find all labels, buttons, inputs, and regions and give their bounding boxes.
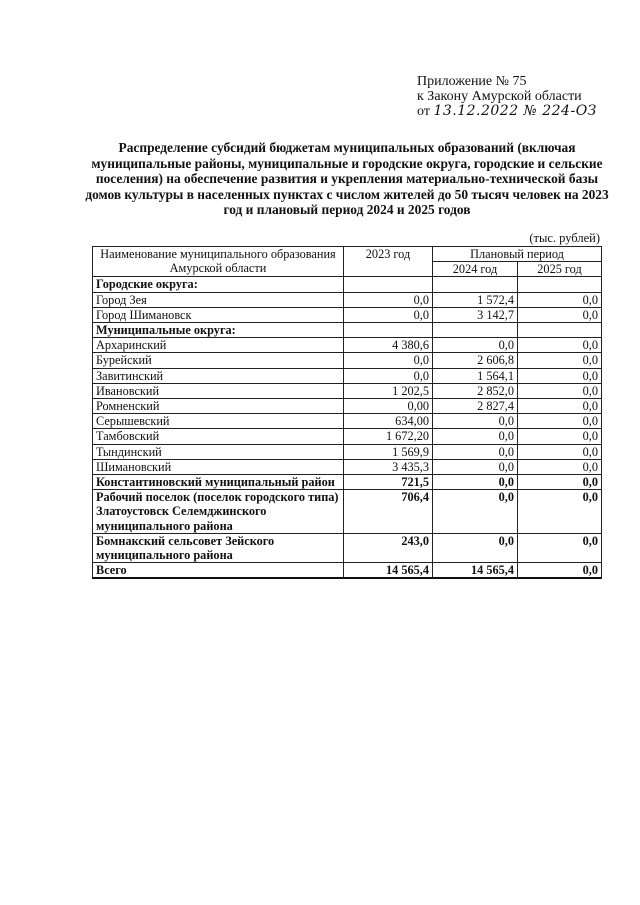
table-row [93, 383, 602, 398]
row-2024: 0,0 [433, 338, 518, 353]
total-name: Всего [93, 563, 344, 579]
row-2024: 0,0 [433, 475, 518, 490]
row-2025: 0,0 [518, 444, 602, 459]
appendix-number: Приложение № 75 [417, 74, 527, 89]
header-name: Наименование муниципального образования Амурской области [93, 247, 344, 277]
appendix-block [417, 74, 632, 119]
table-row [93, 444, 602, 459]
table-row [93, 414, 602, 429]
row-2025: 0,0 [518, 368, 602, 383]
row-2025: 0,0 [518, 475, 602, 490]
row-name: Ромненский [93, 399, 344, 414]
row-2023: 0,00 [344, 399, 433, 414]
appendix-date-prefix: от [417, 104, 430, 119]
document-title: Распределение субсидий бюджетам муниципальных образований (включая муниципальные районы, муниципальные и городские округа, городские и сельские поселения) на обеспечение развития и укрепления материально-технической базы домов культуры в населенных пунктах с числом жителей до 50 тысяч человек на 2023 год и плановый период 2024 и 2025 годов [85, 140, 609, 218]
table-row [93, 338, 602, 353]
row-name: Ивановский [93, 383, 344, 398]
table-row [93, 307, 602, 322]
row-name: Город Шимановск [93, 307, 344, 322]
section-title: Городские округа: [93, 277, 344, 292]
row-2024: 2 606,8 [433, 353, 518, 368]
row-name: Бомнакский сельсовет Зейского муниципального района [93, 533, 344, 562]
table-row [93, 399, 602, 414]
table-total-row [93, 563, 602, 579]
table-row [93, 459, 602, 474]
total-2025: 0,0 [518, 563, 602, 579]
row-2023: 0,0 [344, 353, 433, 368]
table-row [93, 353, 602, 368]
row-name: Архаринский [93, 338, 344, 353]
row-name: Город Зея [93, 292, 344, 307]
row-name: Серышевский [93, 414, 344, 429]
section-title: Муниципальные округа: [93, 323, 344, 338]
handwritten-date-number: 13.12.2022 № 224-ОЗ [433, 103, 597, 119]
total-2024: 14 565,4 [433, 563, 518, 579]
row-2023: 3 435,3 [344, 459, 433, 474]
row-name: Константиновский муниципальный район [93, 475, 344, 490]
row-2024: 1 564,1 [433, 368, 518, 383]
row-2024: 0,0 [433, 459, 518, 474]
row-2025: 0,0 [518, 307, 602, 322]
row-2023: 706,4 [344, 490, 433, 534]
subsidy-table [92, 246, 602, 579]
row-2024: 0,0 [433, 414, 518, 429]
row-2023: 721,5 [344, 475, 433, 490]
row-2023: 0,0 [344, 307, 433, 322]
row-2024: 2 852,0 [433, 383, 518, 398]
row-2024: 0,0 [433, 490, 518, 534]
row-name: Бурейский [93, 353, 344, 368]
row-2023: 1 202,5 [344, 383, 433, 398]
row-2024: 1 572,4 [433, 292, 518, 307]
row-2025: 0,0 [518, 459, 602, 474]
row-2025: 0,0 [518, 383, 602, 398]
appendix-date-line [417, 104, 632, 119]
row-name: Тындинский [93, 444, 344, 459]
table-row-bold [93, 533, 602, 562]
row-name: Тамбовский [93, 429, 344, 444]
row-2024: 0,0 [433, 444, 518, 459]
header-2023: 2023 год [344, 247, 433, 277]
row-2023: 0,0 [344, 368, 433, 383]
table-row [93, 429, 602, 444]
header-planned-period: Плановый период [433, 247, 602, 262]
section-row-urban [93, 277, 602, 292]
header-2025: 2025 год [518, 262, 602, 277]
row-name: Шимановский [93, 459, 344, 474]
row-2024: 0,0 [433, 429, 518, 444]
row-2023: 634,00 [344, 414, 433, 429]
total-2023: 14 565,4 [344, 563, 433, 579]
row-2025: 0,0 [518, 353, 602, 368]
row-2023: 1 569,9 [344, 444, 433, 459]
table-header-row [93, 247, 602, 262]
units-label: (тыс. рублей) [529, 231, 600, 245]
table-row [93, 292, 602, 307]
row-name: Рабочий поселок (поселок городского типа) Златоустовск Селемджинского муниципального района [93, 490, 344, 534]
row-2025: 0,0 [518, 490, 602, 534]
row-2025: 0,0 [518, 399, 602, 414]
table-row [93, 368, 602, 383]
row-2025: 0,0 [518, 429, 602, 444]
table-row-bold [93, 475, 602, 490]
row-2025: 0,0 [518, 338, 602, 353]
row-2024: 0,0 [433, 533, 518, 562]
appendix-law: к Закону Амурской области [417, 89, 582, 104]
row-2024: 3 142,7 [433, 307, 518, 322]
row-2025: 0,0 [518, 292, 602, 307]
row-2023: 1 672,20 [344, 429, 433, 444]
row-2023: 4 380,6 [344, 338, 433, 353]
row-2025: 0,0 [518, 414, 602, 429]
row-2023: 243,0 [344, 533, 433, 562]
table-row-bold [93, 490, 602, 534]
header-2024: 2024 год [433, 262, 518, 277]
row-name: Завитинский [93, 368, 344, 383]
row-2024: 2 827,4 [433, 399, 518, 414]
row-2025: 0,0 [518, 533, 602, 562]
section-row-municipal [93, 323, 602, 338]
row-2023: 0,0 [344, 292, 433, 307]
